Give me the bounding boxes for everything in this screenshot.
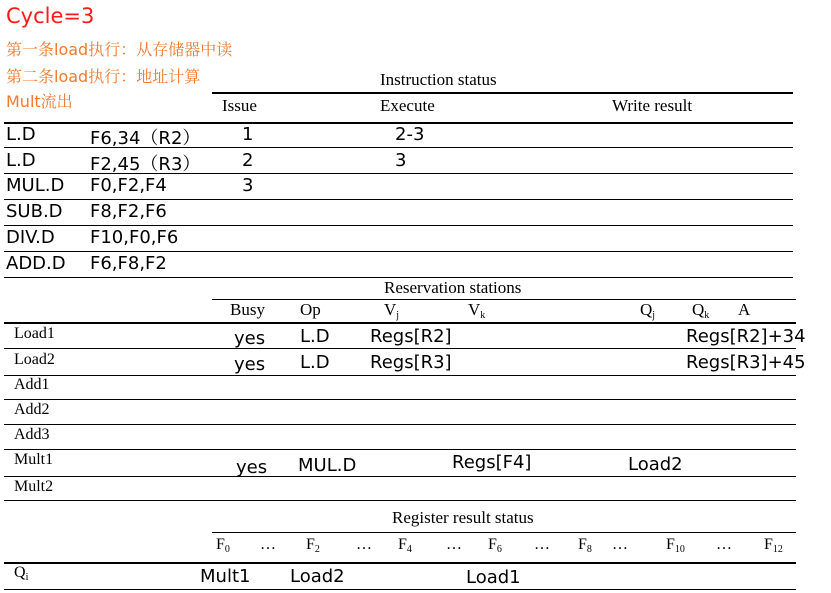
note-line-3: Mult流出 (6, 92, 73, 111)
header-rule (4, 322, 796, 324)
row-divider (4, 500, 796, 501)
station-name: Add2 (14, 401, 50, 418)
station-qj: Load2 (628, 454, 683, 475)
reg-f0-value: Mult1 (200, 566, 251, 587)
row-divider (4, 147, 793, 148)
header-rule (212, 92, 793, 94)
reg-header: $F_6$ (488, 536, 502, 555)
station-busy: yes (234, 328, 266, 349)
row-divider (4, 251, 793, 252)
reg-ellipsis: … (260, 536, 276, 553)
instr-execute: 2-3 (395, 124, 425, 145)
row-divider (4, 424, 796, 425)
station-op: L.D (300, 326, 330, 347)
station-vj: Regs[R3] (370, 352, 452, 373)
station-vj: Regs[R2] (370, 326, 452, 347)
instr-args: F2,45（R3） (90, 154, 201, 175)
instr-op: DIV.D (6, 227, 55, 248)
note-line-1: 第一条load执行：从存储器中读 (6, 40, 233, 59)
instr-args: F0,F2,F4 (90, 175, 167, 196)
row-divider (4, 449, 796, 450)
reg-header: $F_4$ (398, 536, 412, 555)
instr-args: F6,34（R2） (90, 128, 201, 149)
reg-ellipsis: … (356, 536, 372, 553)
row-divider (4, 476, 796, 477)
row-divider (4, 375, 796, 376)
reg-f6-value: Load1 (466, 567, 521, 588)
instr-op: ADD.D (6, 253, 66, 274)
station-name: Add3 (14, 426, 50, 443)
qi-label: $Q_i$ (14, 564, 29, 583)
reg-ellipsis: … (612, 536, 628, 553)
station-name: Add1 (14, 376, 50, 393)
instr-op: SUB.D (6, 201, 63, 222)
reg-f2-value: Load2 (290, 566, 345, 587)
col-write-result: Write result (612, 96, 693, 115)
reg-ellipsis: … (446, 536, 462, 553)
reg-header: $F_{12}$ (764, 536, 783, 555)
station-a: Regs[R2]+34 (686, 326, 806, 347)
register-status-title: Register result status (392, 508, 534, 527)
station-op: MUL.D (298, 455, 357, 476)
cycle-label: Cycle=3 (6, 4, 95, 28)
reg-ellipsis: … (716, 536, 732, 553)
station-busy: yes (234, 354, 266, 375)
reg-header: $F_8$ (578, 536, 592, 555)
instr-issue: 1 (242, 124, 254, 145)
instr-op: MUL.D (6, 175, 65, 196)
reg-header: $F_0$ (216, 536, 230, 555)
col-issue: Issue (222, 96, 257, 115)
reg-header: $F_2$ (306, 536, 320, 555)
row-divider (4, 348, 796, 349)
row-divider (4, 589, 796, 590)
col-execute: Execute (380, 96, 435, 115)
station-busy: yes (236, 457, 268, 478)
reg-ellipsis: … (534, 536, 550, 553)
col-qk: $Q_k$ (692, 300, 710, 321)
station-vk: Regs[F4] (452, 452, 532, 473)
instr-issue: 2 (242, 150, 254, 171)
header-rule (4, 562, 796, 564)
col-a: A (738, 300, 751, 319)
reg-header: $F_{10}$ (666, 536, 685, 555)
row-divider (4, 399, 796, 400)
row-divider (4, 199, 793, 200)
row-divider (4, 173, 793, 174)
header-rule (212, 532, 796, 533)
station-a: Regs[R3]+45 (686, 352, 806, 373)
col-qj: $Q_j$ (640, 300, 656, 321)
station-name: Load1 (14, 325, 55, 342)
station-name: Load2 (14, 351, 55, 368)
instr-args: F6,F8,F2 (90, 253, 167, 274)
col-vk: $V_k$ (468, 300, 486, 321)
reservation-stations-title: Reservation stations (384, 278, 522, 297)
station-name: Mult1 (14, 451, 54, 468)
instr-issue: 3 (242, 175, 254, 196)
instr-execute: 3 (395, 150, 407, 171)
row-divider (4, 225, 793, 226)
instr-op: L.D (6, 150, 36, 171)
station-name: Mult2 (14, 478, 54, 495)
note-line-2: 第二条load执行：地址计算 (6, 67, 201, 86)
station-op: L.D (300, 352, 330, 373)
instruction-status-title: Instruction status (380, 70, 497, 89)
instr-op: L.D (6, 124, 36, 145)
col-busy: Busy (230, 300, 265, 319)
instr-args: F10,F0,F6 (90, 227, 179, 248)
instr-args: F8,F2,F6 (90, 201, 167, 222)
col-op: Op (300, 300, 321, 319)
col-vj: $V_j$ (384, 300, 400, 321)
